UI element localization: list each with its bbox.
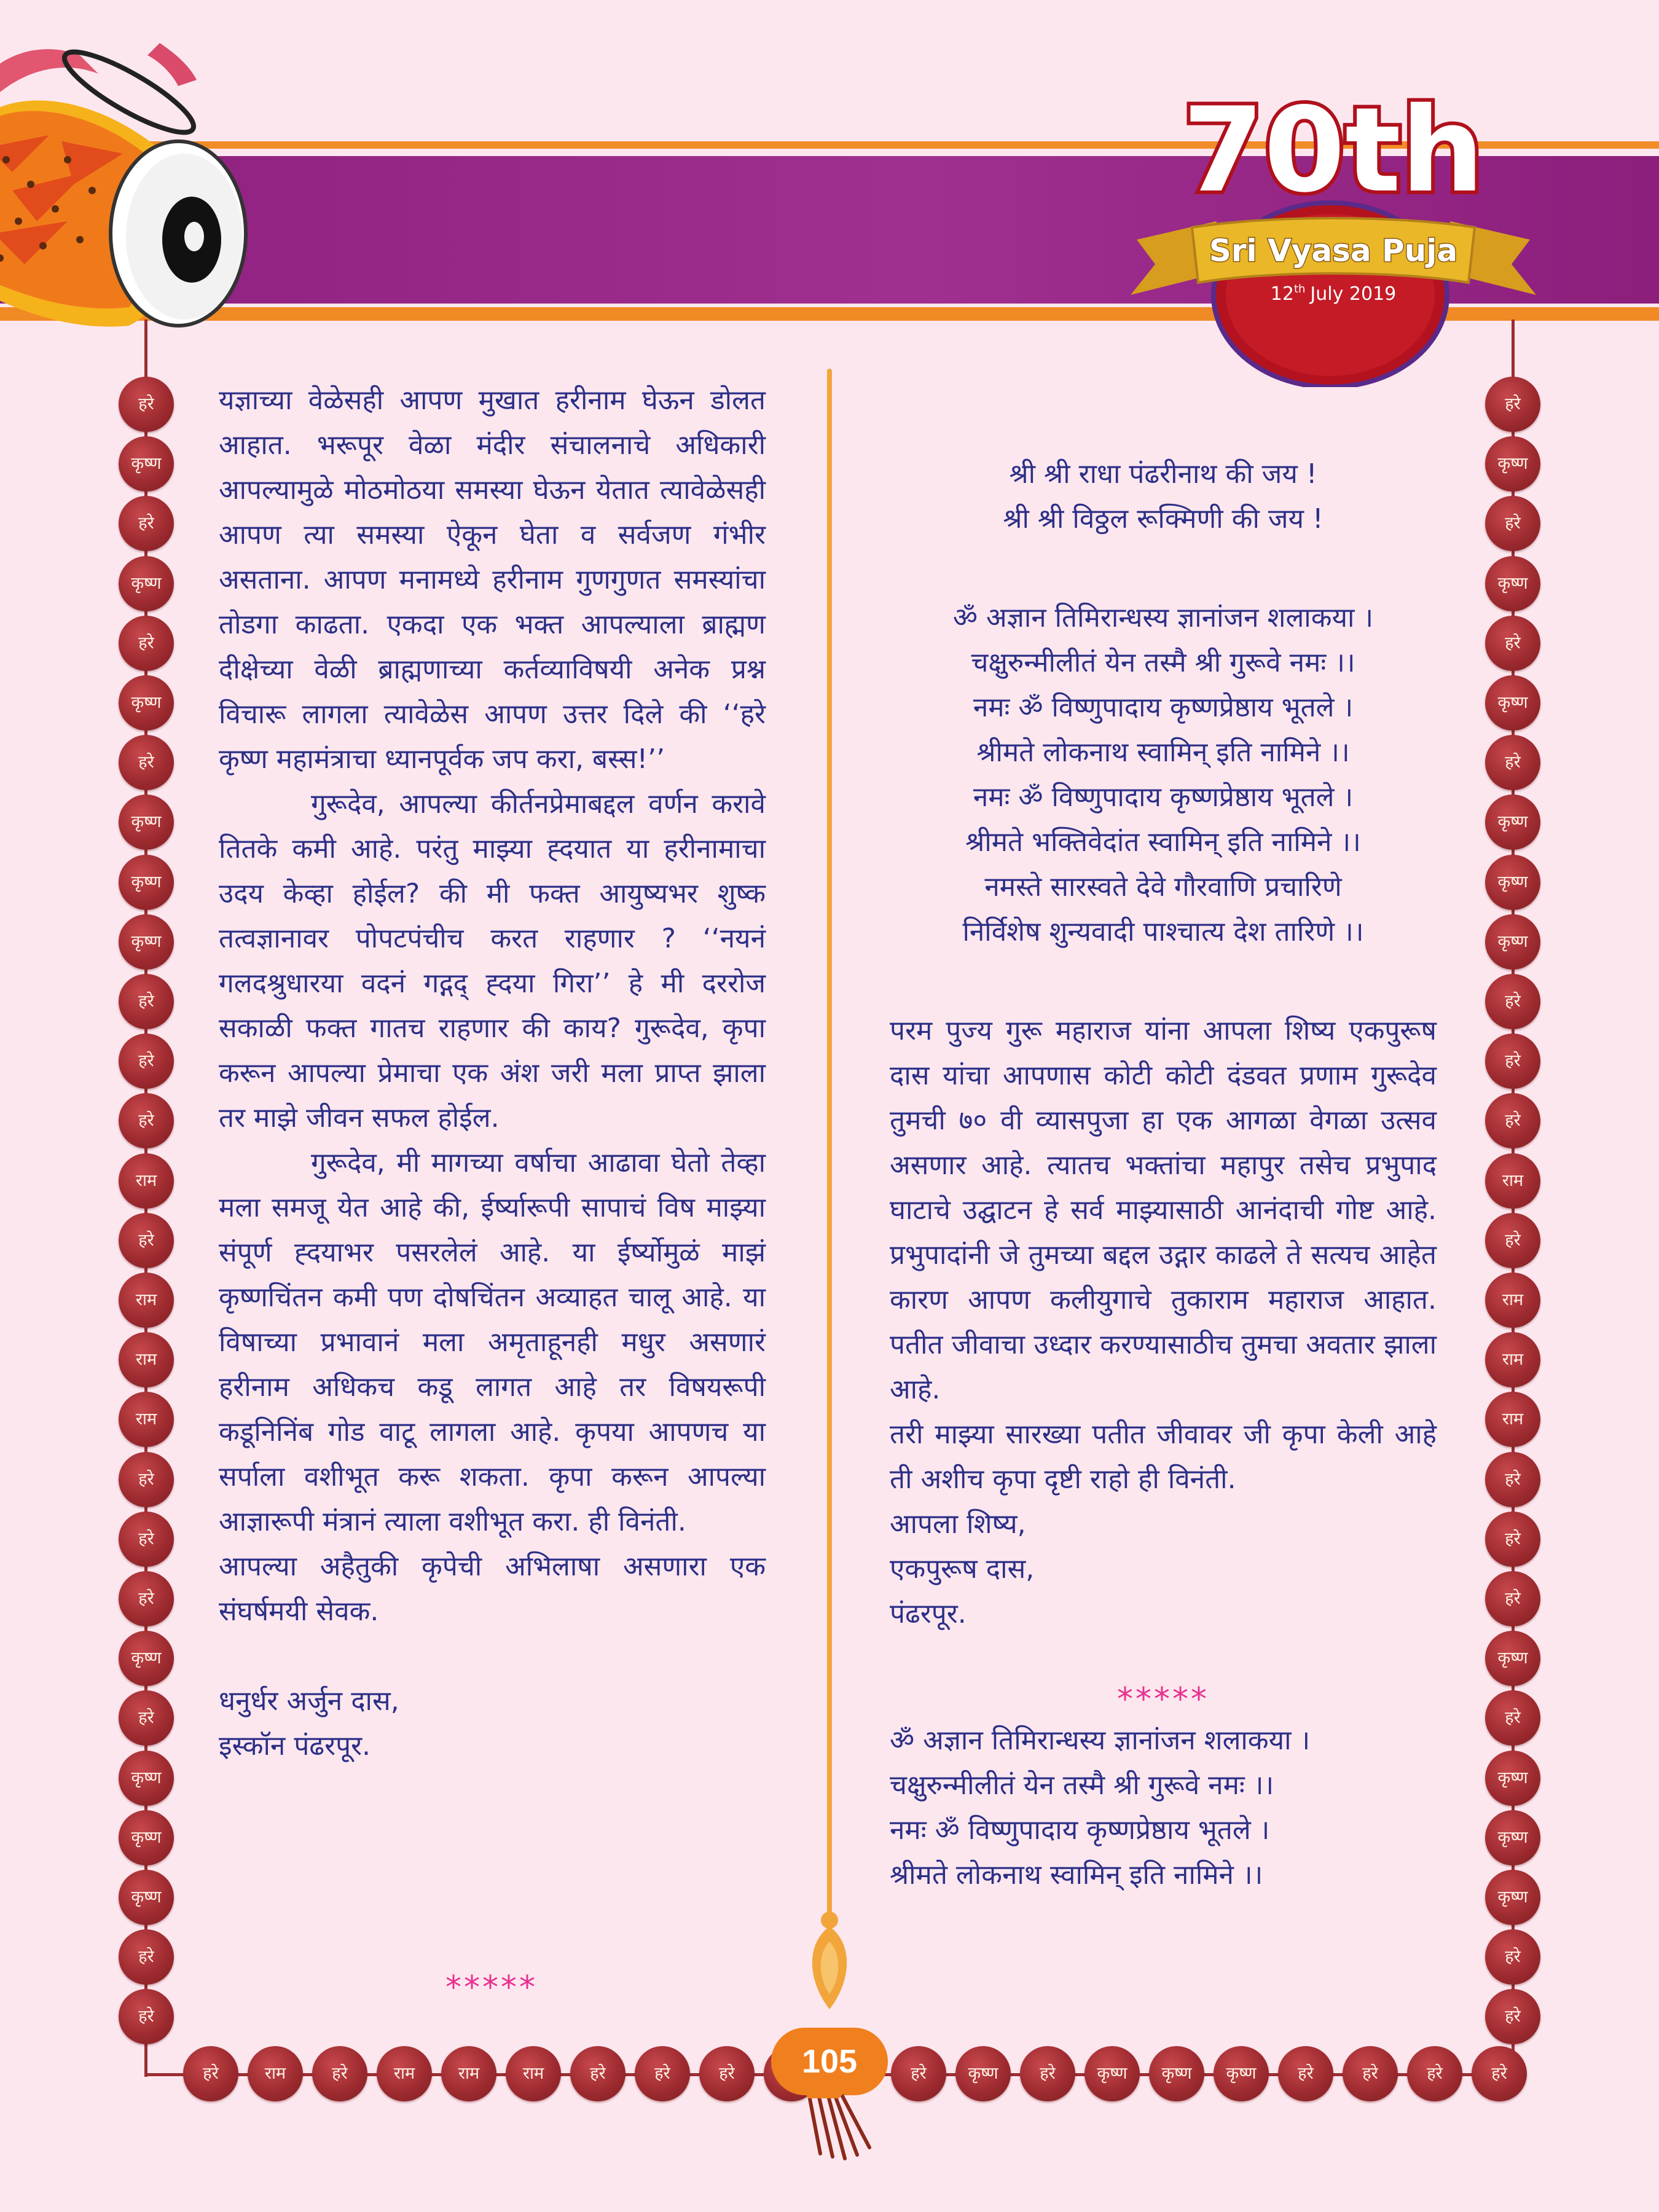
left-para-4: आपल्या अहैतुकी कृपेची अभिलाषा असणारा एक संघर्षमयी सेवक. xyxy=(219,1551,766,1627)
border-bead: राम xyxy=(119,1392,174,1447)
verse-line: श्रीमते भक्तिवेदांत स्वामिन् इति नामिने ।। xyxy=(965,826,1361,858)
border-bead: राम xyxy=(119,1332,174,1387)
border-bead: कृष्ण xyxy=(1485,1870,1540,1925)
verse-line: श्रीमते लोकनाथ स्वामिन् इति नामिने ।। xyxy=(976,737,1350,768)
left-para-3: गुरूदेव, मी मागच्या वर्षाचा आढावा घेतो तेव्हा मला समजू येत आहे की, ईर्ष्यारूपी सापाचं विष माझ्या संपूर्ण ह्दयाभर पसरलेलं आहे. या ईर्ष्योमुळं माझं कृष्णचिंतन कमी पण दोषचिंतन अव्याहत चालू आहे. या विषाच्या प्रभावानं मला अमृताहूनही मधुर असणारं हरीनाम अधिकच कडू लागत आहे तर विषयरूपी कडूनिनिंब गोड वाटू लागला आहे. कृपया आपणच या सर्पाला वशीभूत करू शकता. कृपा करून आपल्या आज्ञारूपी मंत्रानं त्याला वशीभूत करा. ही विनंती. xyxy=(219,1147,766,1537)
border-bead: कृष्ण xyxy=(1485,675,1540,731)
border-bead: हरे xyxy=(1485,1571,1540,1626)
jay-line-1: श्री श्री राधा पंढरीनाथ की जय ! xyxy=(1009,458,1317,490)
left-signature-name: धनुर्धर अर्जुन दास, xyxy=(219,1685,399,1717)
verse-line: ॐ अज्ञान तिमिरान्धस्य ज्ञानांजन शलाकया । xyxy=(952,602,1374,633)
border-bead: राम xyxy=(119,1273,174,1328)
border-bead: कृष्ण xyxy=(1149,2046,1204,2101)
left-para-1: यज्ञाच्या वेळेसही आपण मुखात हरीनाम घेऊन डोलत आहात. भरूपूर वेळा मंदीर संचालनाचे अधिकारी आपल्यामुळे मोठमोठया समस्या घेऊन येतात त्यावेळेसही आपण त्या समस्या ऐकून घेता व सर्वजण गंभीर असताना. आपण मनामध्ये हरीनाम गुणगुणत समस्यांचा तोडगा काढता. एकदा एक भक्त आपल्याला ब्राह्मण दीक्षेच्या वेळी ब्राह्मणाच्या कर्तव्याविषयी अनेक प्रश्न विचारू लागला त्यावेळेस आपण उत्तर दिले की ‘‘हरे कृष्ण महामंत्राचा ध्यानपूर्वक जप करा, बस्स!’’ xyxy=(219,385,766,775)
border-bead: हरे xyxy=(119,1213,174,1268)
verse-line: निर्विशेष शुन्यवादी पाश्चात्य देश तारिणे ।। xyxy=(962,916,1364,947)
border-bead: हरे xyxy=(1485,1929,1540,1985)
badge-title: Sri Vyasa Puja xyxy=(1209,233,1458,269)
right-signature-3: पंढरपूर. xyxy=(890,1598,967,1630)
border-bead: राम xyxy=(441,2046,496,2101)
border-bead: हरे xyxy=(699,2046,755,2101)
left-signature-place: इस्कॉन पंढरपूर. xyxy=(219,1730,371,1762)
border-bead: कृष्ण xyxy=(1485,1751,1540,1806)
border-bead: हरे xyxy=(1407,2046,1462,2101)
border-bead: हरे xyxy=(1485,496,1540,551)
border-bead: हरे xyxy=(119,616,174,671)
pranam-mantra-verse xyxy=(890,595,1437,954)
badge-date: 12th July 2019 xyxy=(1270,283,1397,305)
border-bead: हरे xyxy=(119,1571,174,1626)
border-bead: हरे xyxy=(119,735,174,790)
border-bead: हरे xyxy=(119,1929,174,1985)
right-signature-1: आपला शिष्य, xyxy=(890,1508,1026,1540)
right-signature-2: एकपुरूष दास, xyxy=(890,1553,1035,1585)
border-bead: हरे xyxy=(1485,1989,1540,2044)
border-bead: हरे xyxy=(119,974,174,1029)
border-bead: हरे xyxy=(1020,2046,1075,2101)
verse-line: नमस्ते सारस्वते देवे गौरवाणि प्रचारिणे xyxy=(984,871,1342,903)
border-bead: राम xyxy=(119,1153,174,1209)
border-bead: कृष्ण xyxy=(119,1810,174,1865)
verse-line: ॐ अज्ञान तिमिरान्धस्य ज्ञानांजन शलाकया । xyxy=(890,1725,1311,1756)
border-bead: कृष्ण xyxy=(119,794,174,850)
border-bead: कृष्ण xyxy=(119,1631,174,1686)
border-bead: राम xyxy=(248,2046,303,2101)
badge-number: 70th xyxy=(1182,82,1484,218)
verse-line: नमः ॐ विष्णुपादाय कृष्णप्रेष्ठाय भूतले । xyxy=(973,692,1354,723)
border-bead: राम xyxy=(377,2046,432,2101)
border-bead: हरे xyxy=(183,2046,238,2101)
border-bead: कृष्ण xyxy=(1485,914,1540,970)
border-bead: राम xyxy=(1485,1153,1540,1209)
border-bead: कृष्ण xyxy=(955,2046,1011,2101)
border-bead: कृष्ण xyxy=(119,436,174,492)
column-divider xyxy=(827,369,832,1923)
page-number: 105 xyxy=(771,2028,888,2095)
border-bead: कृष्ण xyxy=(119,914,174,970)
border-bead: कृष्ण xyxy=(119,556,174,611)
verse-line: नमः ॐ विष्णुपादाय कृष्णप्रेष्ठाय भूतले । xyxy=(973,782,1354,813)
verse-line: चक्षुरुन्मीलीतं येन तस्मै श्री गुरूवे नमः ।। xyxy=(890,1770,1274,1801)
border-bead: हरे xyxy=(1485,1033,1540,1089)
page-number-badge xyxy=(771,2028,888,2163)
border-bead: कृष्ण xyxy=(119,1870,174,1925)
border-bead: कृष्ण xyxy=(1485,1810,1540,1865)
border-bead: कृष्ण xyxy=(1485,794,1540,850)
border-bead: हरे xyxy=(1485,974,1540,1029)
border-bead: हरे xyxy=(1485,1452,1540,1507)
jay-line-2: श्री श्री विठ्ठल रूक्मिणी की जय ! xyxy=(1003,503,1324,535)
border-bead: कृष्ण xyxy=(119,675,174,731)
border-bead: हरे xyxy=(891,2046,946,2101)
border-bead: हरे xyxy=(119,1093,174,1148)
border-bead: हरे xyxy=(1485,1512,1540,1567)
verse-line: चक्षुरुन्मीलीतं येन तस्मै श्री गुरूवे नमः ।। xyxy=(971,647,1355,678)
border-bead: राम xyxy=(1485,1273,1540,1328)
verse-line: श्रीमते लोकनाथ स्वामिन् इति नामिने ।। xyxy=(890,1859,1263,1891)
border-bead: कृष्ण xyxy=(1485,1631,1540,1686)
border-bead: हरे xyxy=(1472,2046,1527,2101)
border-bead: कृष्ण xyxy=(1214,2046,1269,2101)
border-bead: हरे xyxy=(119,1452,174,1507)
border-bead: हरे xyxy=(1485,377,1540,432)
right-para-1: परम पुज्य गुरू महाराज यांना आपला शिष्य एकपुरूष दास यांचा आपणास कोटी कोटी दंडवत प्रणाम गुरूदेव तुमची ७० वी व्यासपुजा हा एक आगळा वेगळा उत्सव असणार आहे. त्यातच भक्तांचा महापुर तसेच प्रभुपाद घाटाचे उद्घाटन हे सर्व माझ्यासाठी आनंदाची गोष्ट आहे. प्रभुपादांनी जे तुमच्या बद्दल उद्गार काढले ते सत्यच आहेत कारण आपण कलीयुगाचे तुकाराम महाराज आहात. पतीत जीवाचा उध्दार करण्यासाठीच तुमचा अवतार झाला आहे. xyxy=(890,1015,1437,1405)
border-bead: हरे xyxy=(635,2046,690,2101)
border-bead: हरे xyxy=(1485,616,1540,671)
border-bead: कृष्ण xyxy=(1485,855,1540,910)
border-bead: राम xyxy=(506,2046,561,2101)
border-bead: हरे xyxy=(312,2046,367,2101)
mridanga-drum-icon xyxy=(0,37,264,332)
right-para-2: तरी माझ्या सारख्या पतीत जीवावर जी कृपा केली आहे ती अशीच कृपा दृष्टी राहो ही विनंती. xyxy=(890,1419,1437,1495)
verse-line: नमः ॐ विष्णुपादाय कृष्णप्रेष्ठाय भूतले । xyxy=(890,1814,1270,1846)
pranam-mantra-verse-2 xyxy=(890,1718,1437,1897)
left-stars-ornament: ***** xyxy=(445,1969,538,2006)
border-bead: हरे xyxy=(570,2046,626,2101)
border-bead: कृष्ण xyxy=(1485,556,1540,611)
border-bead: हरे xyxy=(119,496,174,551)
border-bead: कृष्ण xyxy=(119,855,174,910)
left-column xyxy=(219,378,766,1768)
border-bead: हरे xyxy=(1485,1093,1540,1148)
border-bead: हरे xyxy=(119,1512,174,1567)
border-bead: हरे xyxy=(1485,735,1540,790)
border-bead: कृष्ण xyxy=(1084,2046,1140,2101)
border-bead: हरे xyxy=(119,1989,174,2044)
border-bead: हरे xyxy=(119,1033,174,1089)
border-bead: हरे xyxy=(1485,1213,1540,1268)
border-bead: कृष्ण xyxy=(119,1751,174,1806)
left-para-2: गुरूदेव, आपल्या कीर्तनप्रेमाबद्दल वर्णन करावे तितके कमी आहे. परंतु माझ्या ह्दयात या हरीनामाचा उदय केव्हा होईल? की मी फक्त आयुष्यभर शुष्क तत्वज्ञानावर पोपटपंचीच करत राहणार ? ‘‘नयनं गलदश्रुधारया वदनं गद्गद् ह्दया गिरा’’ हे मी दररोज सकाळी फक्त गातच राहणार की काय? गुरूदेव, कृपा करून आपल्या प्रेमाचा एक अंश जरी मला प्राप्त झाला तर माझे जीवन सफल होईल. xyxy=(219,788,766,1134)
border-bead: हरे xyxy=(1485,1690,1540,1746)
page-tassel-icon xyxy=(796,2086,882,2163)
border-bead: हरे xyxy=(119,1690,174,1746)
border-bead: राम xyxy=(1485,1332,1540,1387)
right-stars-ornament: ***** xyxy=(1117,1681,1209,1718)
border-bead: हरे xyxy=(1343,2046,1398,2101)
right-column xyxy=(890,452,1437,1897)
divider-drop-ornament xyxy=(799,1908,860,2012)
border-bead: राम xyxy=(1485,1392,1540,1447)
border-bead: हरे xyxy=(119,377,174,432)
border-bead: हरे xyxy=(1278,2046,1333,2101)
border-bead: कृष्ण xyxy=(1485,436,1540,492)
vyasa-puja-70th-badge xyxy=(1118,74,1548,387)
